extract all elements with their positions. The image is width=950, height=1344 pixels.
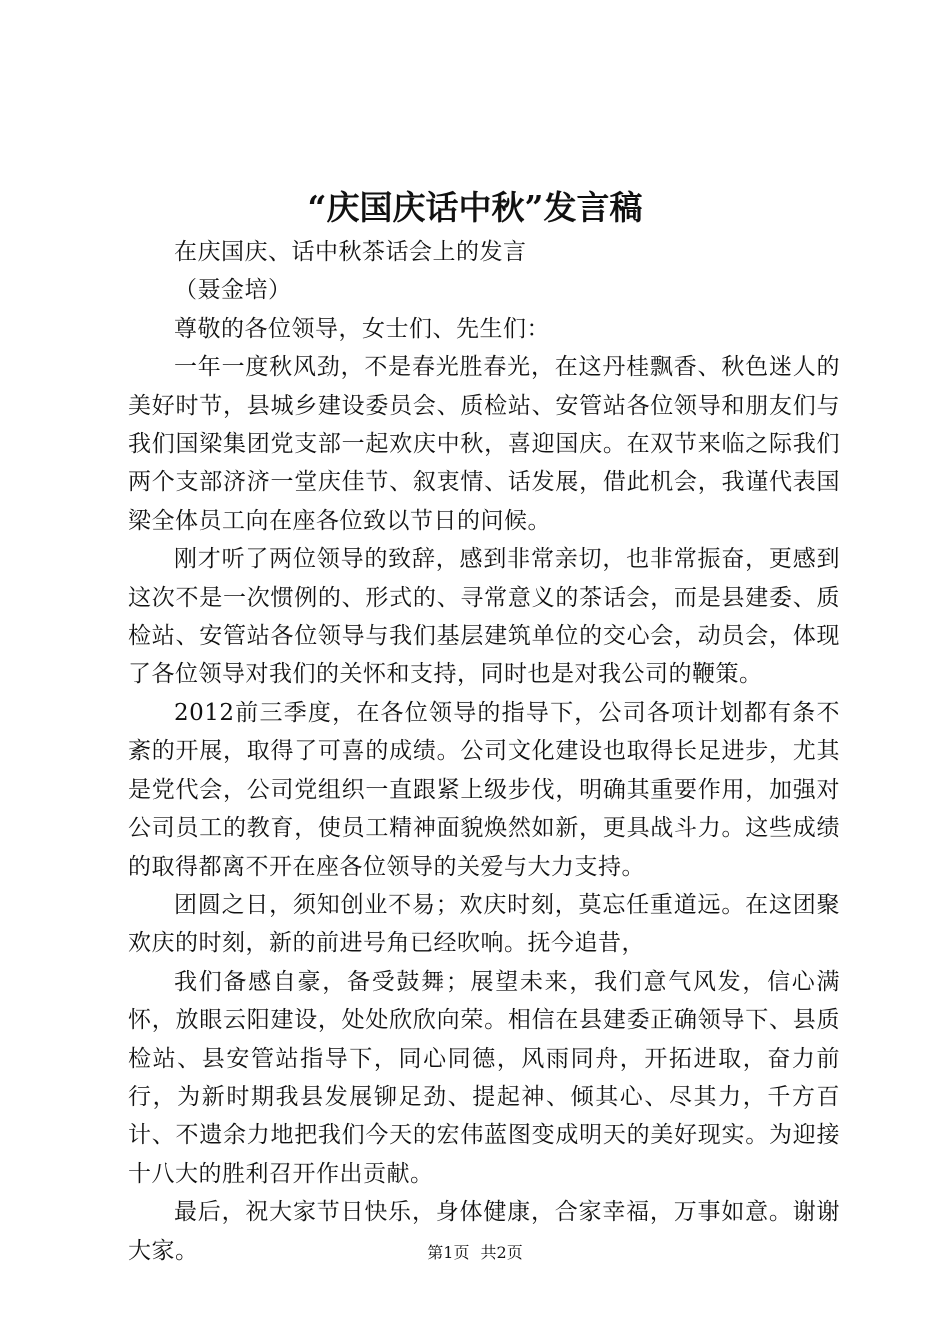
paragraph-speaker: （聂金培）: [174, 277, 292, 304]
paragraph: 刚才听了两位领导的致辞，感到非常亲切，也非常振奋，更感到这次不是一次惯例的、形式的、寻常意义的茶话会，而是县建委、质检站、安管站各位领导与我们基层建筑单位的交心会，动员会，体现了各位领导对我们的关怀和支持，同时也是对我公司的鞭策。: [128, 546, 840, 688]
document-body: [128, 233, 840, 1270]
paragraph: 一年一度秋风劲，不是春光胜春光，在这丹桂飘香、秋色迷人的美好时节，县城乡建设委员会、质检站、安管站各位领导和朋友们与我们国梁集团党支部一起欢庆中秋，喜迎国庆。在双节来临之际我们两个支部济济一堂庆佳节、叙衷情、话发展，借此机会，我谨代表国梁全体员工向在座各位致以节日的问候。: [128, 354, 840, 534]
page-total: 共2页: [480, 1243, 523, 1262]
paragraph: 我们备感自豪，备受鼓舞；展望未来，我们意气风发，信心满怀，放眼云阳建设，处处欣欣向荣。相信在县建委正确领导下、县质检站、县安管站指导下，同心同德，风雨同舟，开拓进取，奋力前行，为新时期我县发展铆足劲、提起神、倾其心、尽其力，千方百计、不遗余力地把我们今天的宏伟蓝图变成明天的美好现实。为迎接十八大的胜利召开作出贡献。: [128, 968, 840, 1187]
paragraph-closing: 最后，祝大家节日快乐，身体健康，合家幸福，万事如意。谢谢大家。: [128, 1199, 840, 1264]
paragraph-salutation: 尊敬的各位领导，女士们、先生们：: [174, 315, 550, 342]
page-number: 第1页: [427, 1243, 470, 1262]
paragraph: 团圆之日，须知创业不易；欢庆时刻，莫忘任重道远。在这团聚欢庆的时刻，新的前进号角已经吹响。抚今追昔，: [128, 891, 840, 957]
paragraph: 2012前三季度，在各位领导的指导下，公司各项计划都有条不紊的开展，取得了可喜的成绩。公司文化建设也取得长足进步，尤其是党代会，公司党组织一直跟紧上级步伐，明确其重要作用，加强对公司员工的教育，使员工精神面貌焕然如新，更具战斗力。这些成绩的取得都离不开在座各位领导的关爱与大力支持。: [128, 699, 840, 880]
document-title: “庆国庆话中秋”发言稿: [307, 188, 643, 227]
page-footer: [0, 1241, 950, 1265]
paragraph-subtitle: 在庆国庆、话中秋茶话会上的发言: [174, 239, 527, 265]
